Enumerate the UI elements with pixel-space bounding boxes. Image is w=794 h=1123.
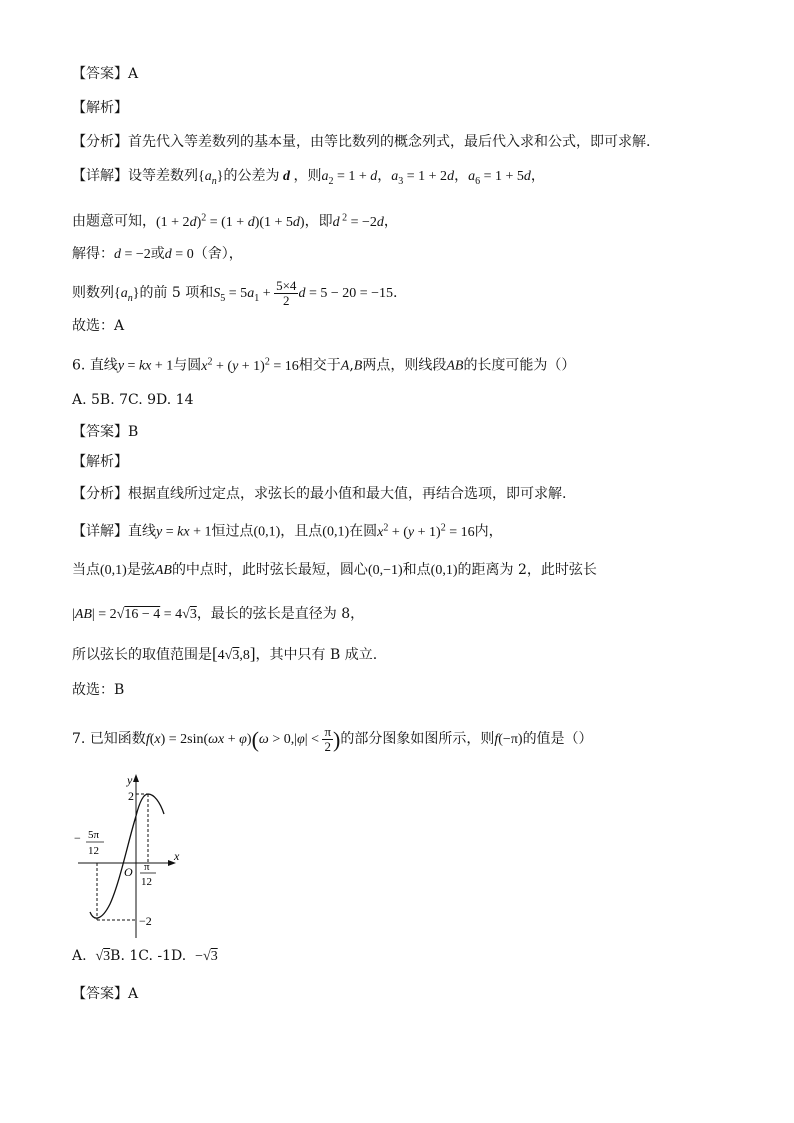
- fenxi-text: 首先代入等差数列的基本量，由等比数列的概念列式，最后代入求和公式，即可求解.: [128, 134, 651, 150]
- math-line: y = kx + 1: [117, 358, 174, 374]
- math-circle: $x^2 + (y + 1)^2 = 16$: [201, 356, 299, 374]
- q5-line4: 则数列$\{a_n\}$的前 5 项和$S_5 = 5a_1$ + $\frac{5\times 4}{2}$ d = 5 − 20 = −15.: [72, 278, 398, 309]
- question-number: 7.: [72, 731, 86, 747]
- q5-xiangjie-line: 【详解】设等差数列$\{a_n\}$的公差为 d ，则$a_2 = 1 + d$，$a_3 = 1 + 2d$，$a_6 = 1 + 5d$，: [72, 168, 545, 187]
- math-seq-an: $\{a_n\}$: [114, 286, 140, 304]
- q7-stem: 7. 已知函数f(x) = 2sin(ωx + φ)(ω > 0,|φ| < $\frac{\pi}{2}$ )的部分图象如图所示，则f(−π)的值是（）: [72, 724, 593, 755]
- q6-stem: 6. 直线y = kx + 1与圆$x^2 + (y + 1)^2 = 16$相交于A,B两点，则线段AB的长度可能为（）: [72, 356, 576, 374]
- math-seq-an: $\{a_n\}$: [198, 169, 224, 187]
- math-d2: d $^2$ = −2d: [332, 212, 384, 230]
- answer-tag: 【答案】: [72, 66, 128, 82]
- sine-curve: [90, 794, 164, 918]
- min-label: −2: [139, 914, 152, 928]
- q5-fenxi-line: [72, 132, 650, 152]
- left-den: 12: [88, 845, 99, 857]
- q6-line4: 所以弦长的取值范围是[4√3,8]，其中只有 B 成立.: [72, 644, 378, 663]
- q7-answer-line: [72, 984, 138, 1004]
- function-graph: [72, 770, 202, 940]
- math-s5: $S_5 = 5a_1$ + $\frac{5\times 4}{2}$ d = 5 − 20 = −15: [213, 278, 394, 309]
- q6-choose: 故选：B: [72, 682, 125, 698]
- math-f-neg-pi: f(−π): [494, 732, 523, 747]
- y-axis-arrow: [133, 774, 139, 782]
- q6-analysis-tag: 【解析】: [72, 454, 128, 470]
- math-range: [: [212, 644, 218, 663]
- math-geo-eq: $(1 + 2d)^2 = (1 + d)(1 + 5d)$: [156, 212, 305, 230]
- left-sign: −: [74, 831, 81, 845]
- q5-line3: 解得：d = −2或d = 0（舍），: [72, 246, 243, 262]
- answer-tag: 【答案】: [72, 986, 128, 1002]
- fenxi-tag: 【分析】: [72, 486, 128, 502]
- q6-xiangjie-line: 【详解】直线y = kx + 1恒过点(0,1)，且点(0,1)在圆$x^2 + (y + 1)^2 = 16$内，: [72, 522, 503, 540]
- right-num: π: [144, 861, 150, 873]
- origin-label: O: [124, 865, 133, 879]
- fenxi-tag: 【分析】: [72, 134, 128, 150]
- math-a6: $a_6 = 1 + 5d$: [468, 169, 531, 187]
- q6-options: A. 5B. 7C. 9D. 14: [72, 392, 194, 408]
- answer-value: B: [128, 424, 139, 440]
- q5-choose: 故选：A: [72, 318, 125, 334]
- left-num: 5π: [88, 829, 100, 841]
- math-d-zero: d = 0: [164, 247, 194, 262]
- math-d-neg2: d = −2: [114, 247, 151, 262]
- q6-answer-line: [72, 422, 138, 442]
- q5-answer-line: [72, 64, 138, 84]
- xiangjie-tag: 【详解】: [72, 523, 128, 540]
- math-chord: |AB| = 2√16 − 4 = 4√3: [72, 607, 197, 622]
- math-d: d: [279, 169, 294, 184]
- right-den: 12: [141, 876, 152, 888]
- q5-line2: 由题意可知，$(1 + 2d)^2 = (1 + d)(1 + 5d)$，即d $^2$ = −2d，: [72, 212, 398, 230]
- answer-tag: 【答案】: [72, 424, 128, 440]
- xiangjie-tag: 【详解】: [72, 168, 128, 184]
- q5-analysis-tag: 【解析】: [72, 100, 128, 116]
- math-ab: A: [340, 358, 350, 374]
- q7-options: A. √3B. 1C. -1D. −√3: [72, 948, 218, 964]
- math-a2: $a_2 = 1 + d$: [321, 169, 378, 187]
- answer-value: A: [128, 986, 139, 1002]
- q6-line3: |AB| = 2√16 − 4 = 4√3，最长的弦长是直径为 8，: [72, 606, 365, 622]
- math-a3: $a_3 = 1 + 2d$: [391, 169, 455, 187]
- y-label: y: [127, 773, 133, 787]
- question-number: 6.: [72, 357, 86, 374]
- x-label: x: [174, 849, 180, 863]
- answer-value: A: [128, 66, 139, 82]
- q6-fenxi-line: 【分析】根据直线所过定点，求弦长的最小值和最大值，再结合选项，即可求解.: [72, 486, 567, 502]
- max-label: 2: [128, 789, 134, 803]
- math-func: f(x) = 2sin(ωx + φ)(ω > 0,|φ| < $\frac{\pi}{2}$ ): [145, 724, 341, 755]
- q6-line2: 当点(0,1)是弦AB的中点时，此时弦长最短，圆心(0,−1)和点(0,1)的距离为 2，此时弦长: [72, 562, 597, 578]
